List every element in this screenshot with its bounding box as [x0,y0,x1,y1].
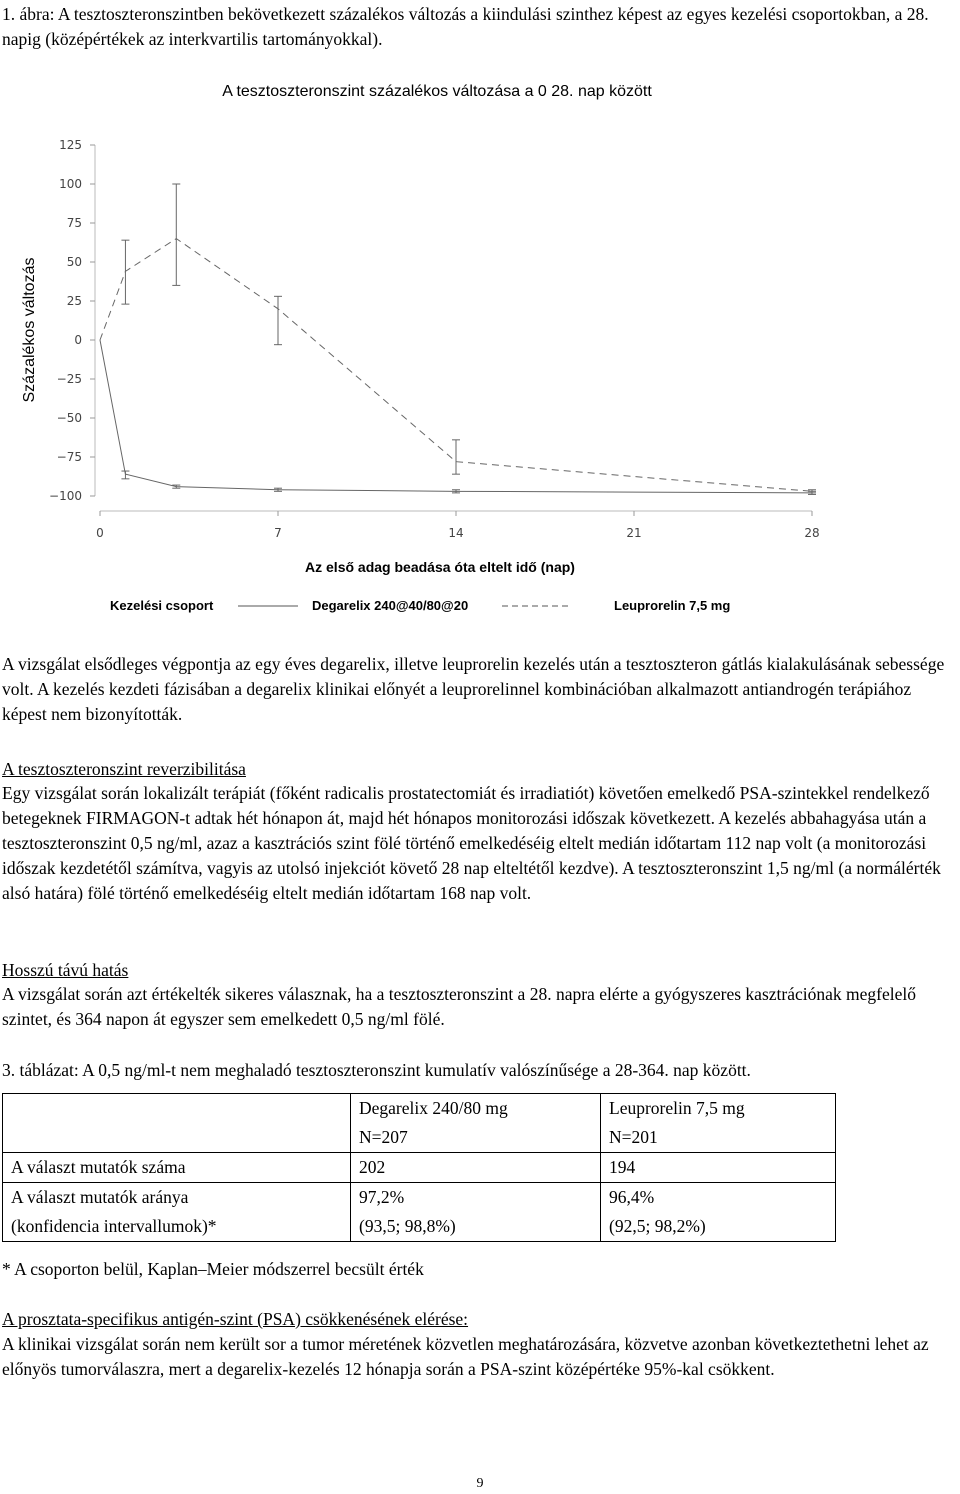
row1-leuprorelin: 194 [601,1153,836,1183]
page-number: 9 [476,1476,484,1491]
row2-leuprorelin [601,1183,836,1242]
y-tick-label: −75 [56,450,82,464]
error-bar [121,240,129,304]
legend-title: Kezelési csoport [110,598,214,613]
row2-leuprorelin-line1: 96,4% [609,1187,655,1207]
series-leuprorelin [100,184,816,493]
table-row [3,1183,836,1242]
error-bar [274,296,282,344]
legend-label-degarelix: Degarelix 240@40/80@20 [312,598,469,613]
x-axis-label: Az első adag beadása óta eltelt idő (nap) [305,559,575,575]
chart-title: A tesztoszteronszint százalékos változása a 0 28. nap között [222,83,652,100]
row2-label-line1: A választ mutatók aránya [11,1187,189,1207]
y-tick-label: −100 [49,489,82,503]
x-tick-label: 0 [96,526,104,540]
row2-degarelix-line2: (93,5; 98,8%) [359,1216,456,1236]
y-tick-label: 100 [59,177,82,191]
y-tick-label: 50 [66,255,82,269]
table-footnote: * A csoporton belül, Kaplan–Meier módszerrel becsült érték [2,1259,424,1279]
paragraph-primary-endpoint: A vizsgálat elsődleges végpontja az egy éves degarelix, illetve leuprorelin kezelés után a tesztoszteron gátlás kialakulásának sebessége volt. A kezelés kezdeti fázisában a degarelix klinikai előnyét a leuprorelinnel kombinációban alkalmazott antiandrogén terápiához képest nem bizonyították. [2,654,945,724]
error-bar [172,184,180,285]
paragraph-reversibility: Egy vizsgálat során lokalizált terápiát (főként radicalis prostatectomiát és irradiatiót) követően emelkedő PSA-szintekkel rendelkező betegeknek FIRMAGON-t adtak hét hónapon át, majd hét hónapos monitorozási időszak következett. A kezelés abbahagyása után a tesztoszteronszint 0,5 ng/ml, azaz a kasztrációs szint fölé történő emelkedéséig eltelt medián időtartam 112 nap volt (a monitorozási időszak kezdetétől számítva, vagyis az utolsó injekciót követő 28 nap elteltétől kezdve). A tesztoszteronszint 1,5 ng/ml (a normálérték alsó határa) fölé történő emelkedéséig eltelt medián időtartam 168 nap volt. [2,783,941,903]
y-tick-label: −25 [56,372,82,386]
table-header-leuprorelin [601,1094,836,1153]
y-axis [49,138,95,503]
series-degarelix [100,340,816,494]
chart-legend [110,598,730,613]
header-degarelix-line2: N=207 [359,1127,408,1147]
table-caption: 3. táblázat: A 0,5 ng/ml-t nem meghaladó tesztoszteronszint kumulatív valószínűsége a 28-364. nap között. [2,1060,751,1080]
y-tick-label: −50 [56,411,82,425]
legend-label-leuprorelin: Leuprorelin 7,5 mg [614,598,731,613]
y-tick-label: 25 [66,294,82,308]
paragraph-psa: A klinikai vizsgálat során nem került sor a tumor méretének közvetlen meghatározására, közvetve azonban következtethetni lehet az előnyös tumorválaszra, mert a degarelix-kezelés 12 hónapja során a PSA-szint középértéke 95%-kal csökkent. [2,1334,929,1379]
row2-degarelix-line1: 97,2% [359,1187,405,1207]
heading-long-term: Hosszú távú hatás [2,960,129,980]
error-bar [452,440,460,474]
table-row [3,1153,836,1183]
figure-caption: 1. ábra: A tesztoszteronszintben bekövetkezett százalékos változás a kiindulási szinthez képest az egyes kezelési csoportokban, a 28. napig (középértékek az interkvartilis tartományokkal). [2,4,929,49]
x-tick-label: 28 [804,526,820,540]
y-axis-label: Százalékos változás [21,257,38,403]
y-tick-label: 125 [59,138,82,152]
header-degarelix-line1: Degarelix 240/80 mg [359,1098,508,1118]
x-tick-label: 14 [448,526,464,540]
table-header-empty [3,1094,351,1153]
paragraph-long-term: A vizsgálat során azt értékelték sikeres válasznak, ha a tesztoszteronszint a 28. napra elérte a gyógyszeres kasztrációnak megfelelő szintet, és 364 napon át egyszer sem emelkedett 0,5 ng/ml fölé. [2,984,916,1029]
row2-degarelix [351,1183,601,1242]
header-leuprorelin-line2: N=201 [609,1127,658,1147]
table-header-row [3,1094,836,1153]
table-header-degarelix [351,1094,601,1153]
y-tick-label: 0 [74,333,82,347]
heading-reversibility: A tesztoszteronszint reverzibilitása [2,759,246,779]
row1-label: A választ mutatók száma [3,1153,351,1183]
row1-degarelix: 202 [351,1153,601,1183]
header-leuprorelin-line1: Leuprorelin 7,5 mg [609,1098,745,1118]
x-tick-label: 7 [274,526,282,540]
row2-label [3,1183,351,1242]
testosterone-change-chart [0,75,960,620]
series-layer [100,184,816,494]
row2-leuprorelin-line2: (92,5; 98,2%) [609,1216,706,1236]
x-tick-label: 21 [626,526,642,540]
x-axis [96,511,819,540]
results-table [2,1093,836,1242]
y-tick-label: 75 [66,216,82,230]
row2-label-line2: (konfidencia intervallumok)* [11,1216,217,1236]
heading-psa: A prosztata-specifikus antigén-szint (PSA) csökkenésének elérése: [2,1309,469,1329]
